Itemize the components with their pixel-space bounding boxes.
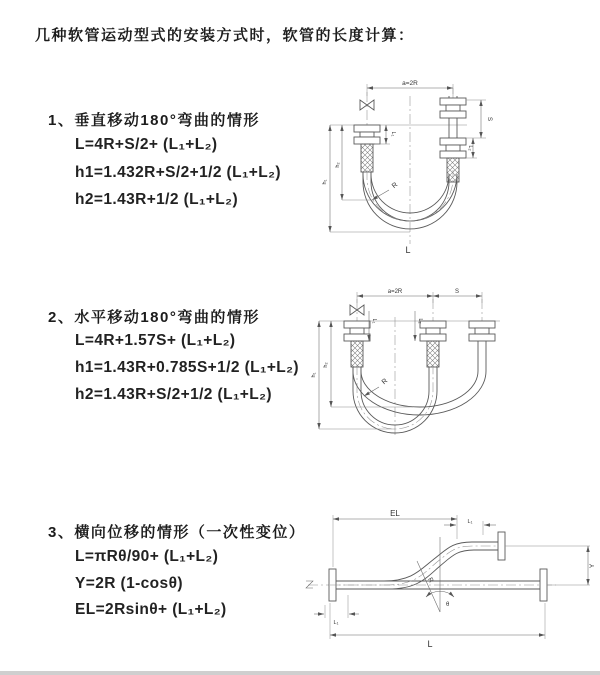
dim-label-h2: h₂ [335, 162, 341, 168]
hose-fitting-middle [420, 321, 446, 341]
page-title: 几种软管运动型式的安装方式时，软管的长度计算： [35, 27, 415, 44]
dimension-travel-S [466, 100, 492, 138]
scan-edge-artifact [0, 671, 600, 675]
length-label: L [427, 639, 433, 649]
dim-label-el: EL [390, 509, 400, 518]
section-2-formula-h1: h1=1.43R+0.785S+1/2 (L₁+L₂) [75, 359, 299, 376]
right-hose-fitting-upper [440, 98, 466, 118]
dimension-top-span [357, 289, 482, 303]
radius-label: R [380, 377, 390, 387]
hose-fitting-left [344, 321, 370, 341]
section-2-heading: 2、水平移动180°弯曲的情形 [48, 309, 260, 326]
flange-upper-right [498, 532, 505, 560]
section-1-heading: 1、垂直移动180°弯曲的情形 [48, 112, 260, 129]
dim-label-l1: L₁ [333, 620, 339, 626]
section-3-heading: 3、横向位移的情形（一次性变位） [48, 524, 306, 541]
section-3-formula-Y: Y=2R (1-cosθ) [75, 575, 183, 592]
dim-label-h1: h₁ [322, 179, 328, 185]
section-1-formula-h1: h1=1.432R+S/2+1/2 (L₁+L₂) [75, 164, 281, 181]
radius-callout [372, 182, 399, 200]
section-2-formula-h2: h2=1.43R+S/2+1/2 (L₁+L₂) [75, 386, 272, 403]
section-3-formula-L: L=πRθ/90+ (L₁+L₂) [75, 548, 219, 565]
dimension-fitting-L2 [466, 138, 477, 158]
dim-label-l1: L₁ [390, 131, 396, 137]
braided-hose-section [351, 341, 363, 367]
dimension-length-L [330, 603, 545, 649]
length-label: L [405, 245, 411, 255]
section-1-formula-h2: h2=1.43R+1/2 (L₁+L₂) [75, 191, 239, 208]
diagram-lateral-displacement [300, 505, 600, 650]
dim-label-y: Y [589, 563, 596, 569]
dimension-fitting-L1-left [314, 595, 359, 626]
dimension-EL [333, 509, 457, 567]
dim-label-l2: L₂ [417, 318, 423, 324]
braided-hose-section [361, 144, 373, 172]
hose-u-bend-position2 [353, 349, 486, 415]
radius-label: R [426, 576, 435, 585]
radius-callout [364, 378, 389, 396]
centerline-break-icon [306, 581, 313, 588]
braided-hose-section [427, 341, 439, 367]
dimension-fitting-L1-top [444, 519, 496, 535]
section-2-formula-L: L=4R+1.57S+ (L₁+L₂) [75, 332, 236, 349]
section-3-formula-EL: EL=2Rsinθ+ (L₁+L₂) [75, 601, 227, 618]
hose-centerline [330, 546, 505, 585]
section-1-formula-L: L=4R+S/2+ (L₁+L₂) [75, 136, 218, 153]
dim-label-s: S [454, 289, 460, 295]
diagram-vertical-180-bend [305, 70, 595, 260]
left-hose-fitting [354, 125, 380, 144]
right-pipe-stub [478, 341, 486, 349]
dim-label-s: S [486, 116, 492, 122]
radius-label: R [390, 181, 400, 191]
dim-label-a2r: a=2R [387, 289, 403, 295]
dim-label-h1: h₁ [311, 372, 317, 378]
theta-label: θ [446, 602, 450, 608]
dimension-top-span [367, 80, 453, 96]
hose-s-curve [336, 542, 498, 589]
dim-label-l1: L₁ [371, 318, 377, 324]
dim-label-a2r: a=2R [402, 80, 418, 87]
dimension-Y [505, 546, 596, 585]
flange-right [540, 569, 547, 601]
dim-label-h2: h₂ [323, 362, 329, 368]
dim-label-l2: L₂ [467, 145, 473, 151]
dim-label-l1: L₁ [467, 519, 473, 525]
hose-fitting-right [469, 321, 495, 341]
right-hose-fitting-lower [440, 138, 466, 158]
diagram-horizontal-180-bend [305, 283, 600, 458]
